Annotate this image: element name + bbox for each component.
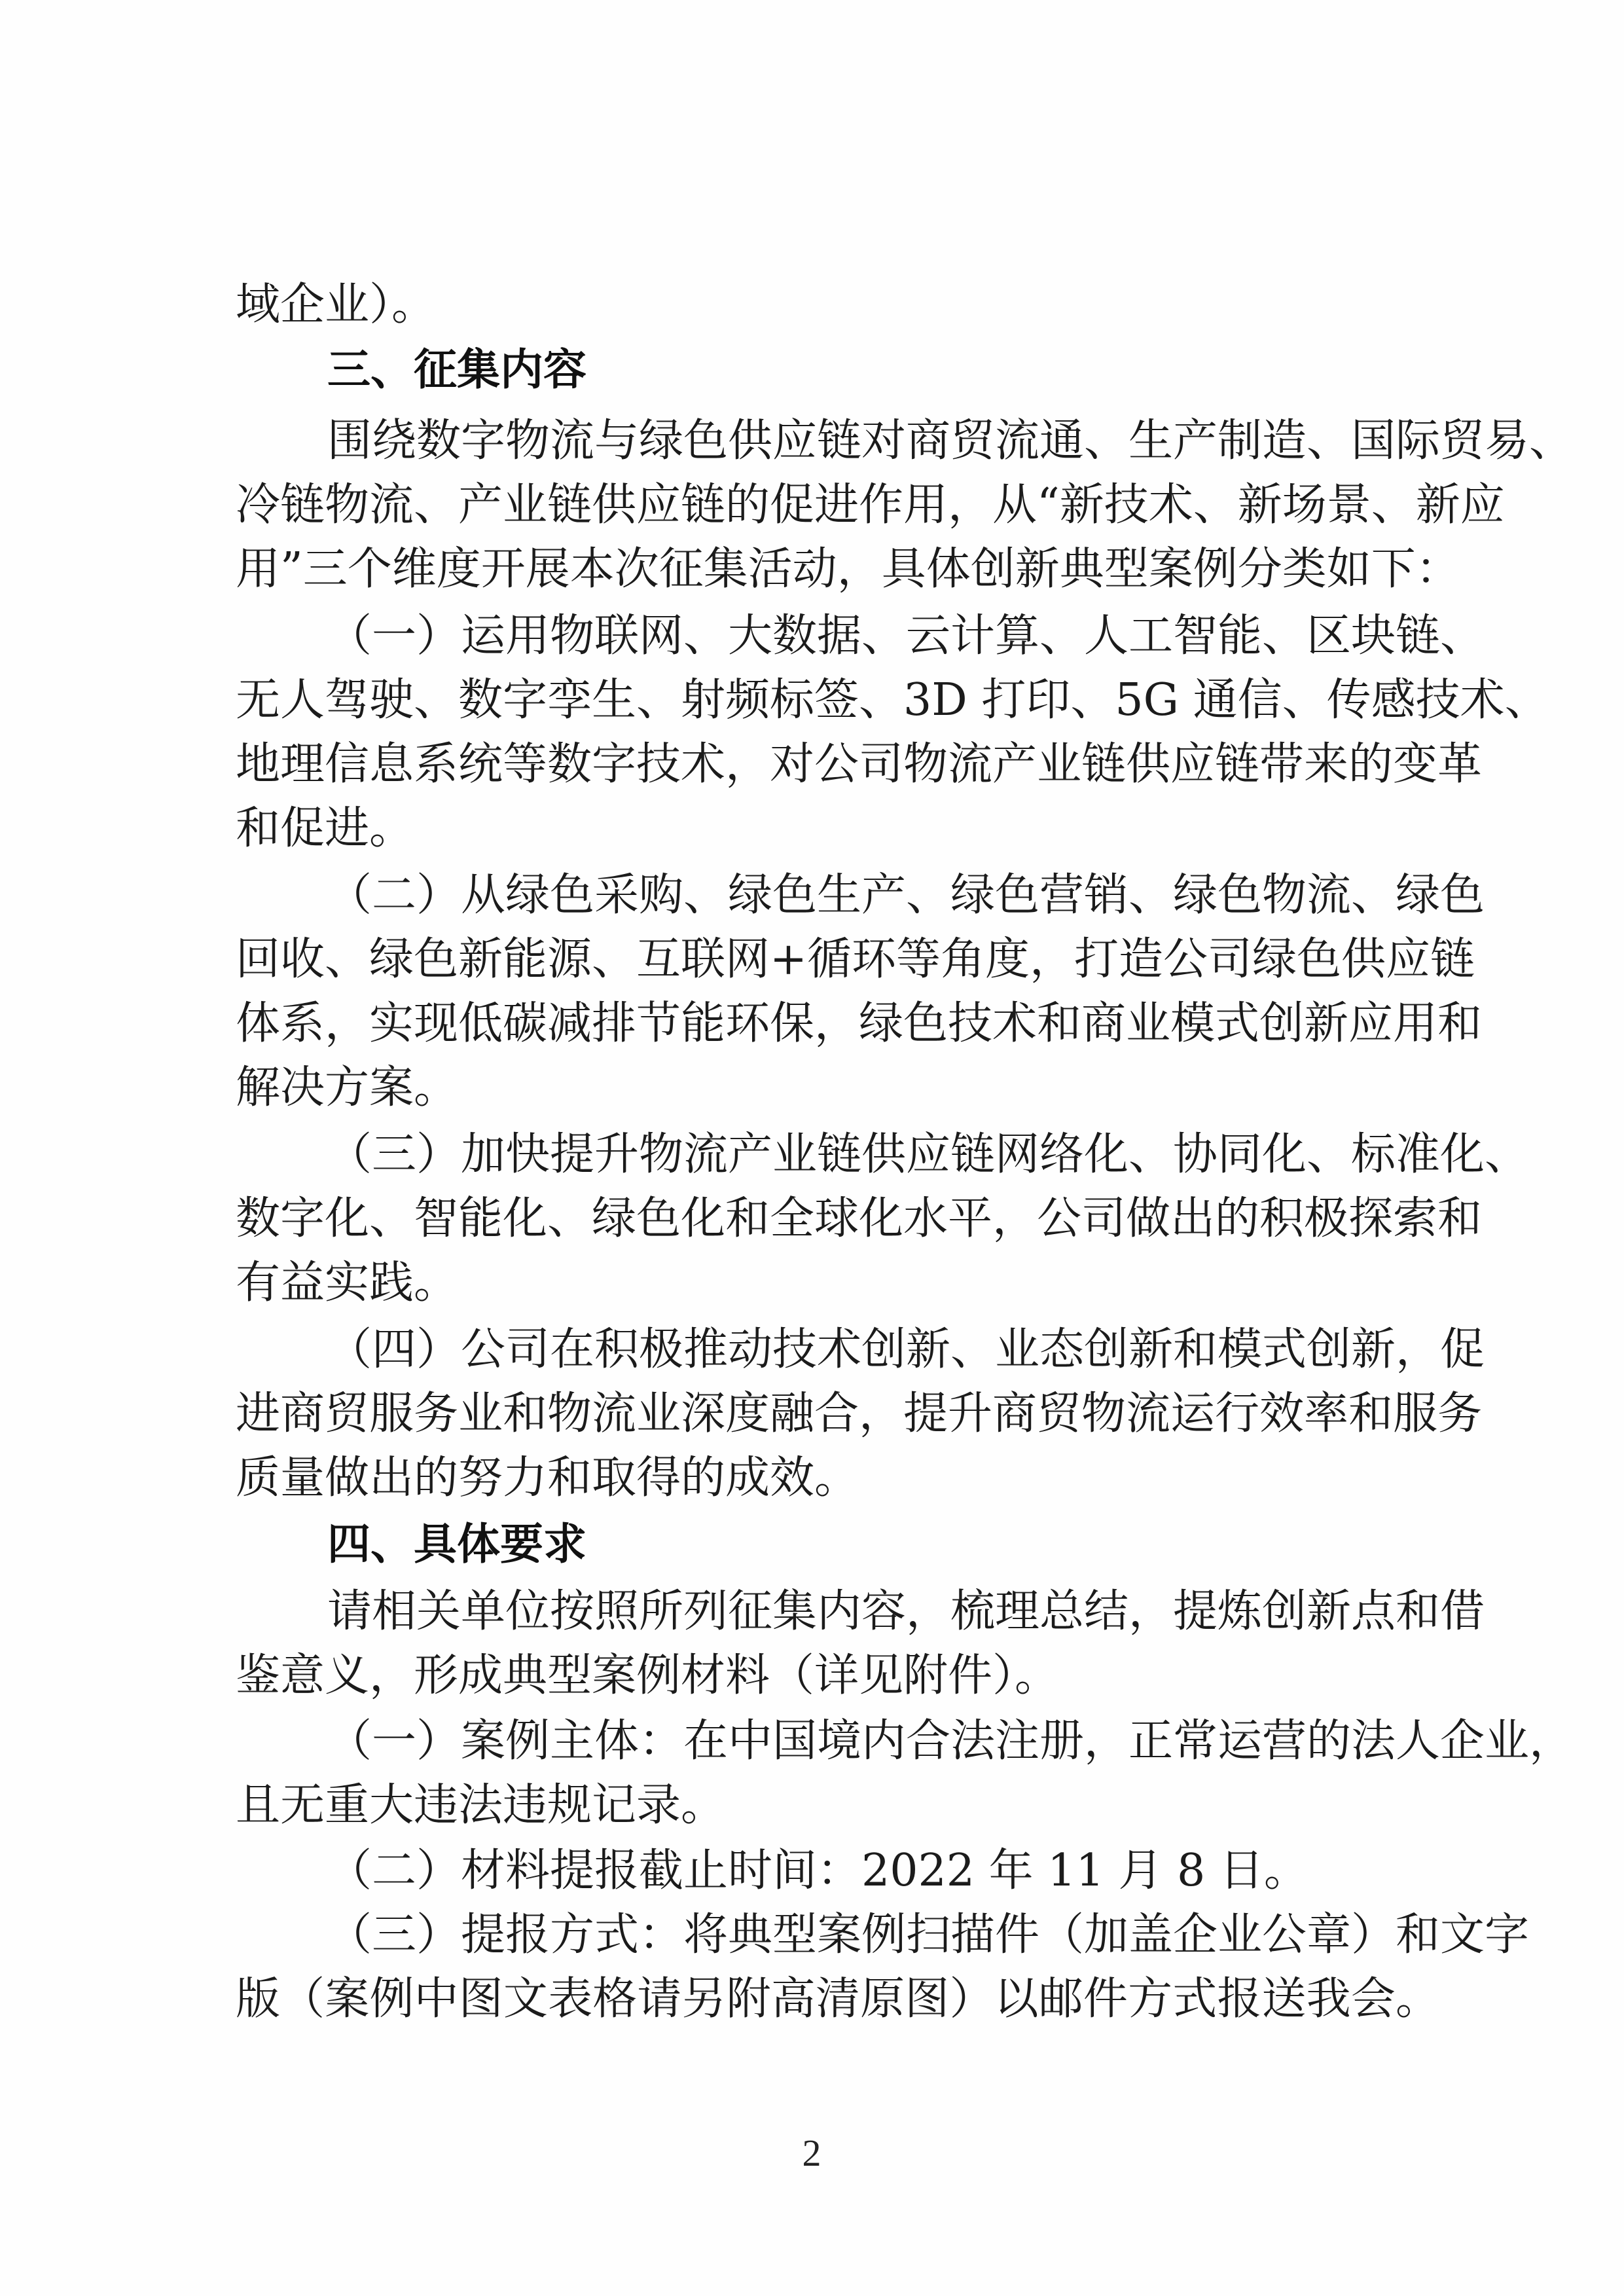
body-text-line: 域企业）。 <box>236 279 437 331</box>
body-text-line: （四）公司在积极推动技术创新、业态创新和模式创新，促 <box>327 1324 1485 1376</box>
section-heading-specific-requirements: 四、具体要求 <box>327 1519 586 1569</box>
body-text-line: 回收、绿色新能源、互联网+循环等角度，打造公司绿色供应链 <box>236 934 1475 985</box>
body-text-line: （三）加快提升物流产业链供应链网络化、协同化、标准化、 <box>327 1129 1530 1180</box>
body-text-line: 有益实践。 <box>236 1257 459 1309</box>
body-text-line: （一）运用物联网、大数据、云计算、人工智能、区块链、 <box>327 610 1485 662</box>
body-text-line: （二）材料提报截止时间：2022 年 11 月 8 日。 <box>327 1845 1308 1897</box>
body-text-line: 进商贸服务业和物流业深度融合，提升商贸物流运行效率和服务 <box>236 1388 1483 1440</box>
body-text-line: （三）提报方式：将典型案例扫描件（加盖企业公章）和文字 <box>327 1909 1530 1961</box>
body-text-line: （一）案例主体：在中国境内合法注册，正常运营的法人企业， <box>327 1715 1574 1767</box>
body-text-line: 和促进。 <box>236 803 414 854</box>
body-text-line: 质量做出的努力和取得的成效。 <box>236 1452 859 1504</box>
body-text-line: 用”三个维度开展本次征集活动，具体创新典型案例分类如下： <box>236 543 1460 595</box>
body-text-line: 版（案例中图文表格请另附高清原图）以邮件方式报送我会。 <box>236 1973 1440 2025</box>
body-text-line: 数字化、智能化、绿色化和全球化水平，公司做出的积极探索和 <box>236 1193 1483 1245</box>
page-number: 2 <box>802 2132 821 2174</box>
body-text-line: 地理信息系统等数字技术，对公司物流产业链供应链带来的变革 <box>236 738 1483 790</box>
body-text-line: （二）从绿色采购、绿色生产、绿色营销、绿色物流、绿色 <box>327 869 1485 921</box>
body-text-line: 冷链物流、产业链供应链的促进作用，从“新技术、新场景、新应 <box>236 479 1505 531</box>
body-text-line: 鉴意义，形成典型案例材料（详见附件）。 <box>236 1650 1060 1702</box>
body-text-line: 且无重大违法违规记录。 <box>236 1779 726 1831</box>
body-text-line: 解决方案。 <box>236 1062 459 1114</box>
body-text-line: 体系，实现低碳减排节能环保，绿色技术和商业模式创新应用和 <box>236 998 1483 1049</box>
body-text-line: 围绕数字物流与绿色供应链对商贸流通、生产制造、国际贸易、 <box>327 415 1574 467</box>
body-text-line: 无人驾驶、数字孪生、射频标签、3D 打印、5G 通信、传感技术、 <box>236 674 1549 726</box>
body-text-line: 请相关单位按照所列征集内容，梳理总结，提炼创新点和借 <box>327 1586 1485 1637</box>
section-heading-collection-content: 三、征集内容 <box>327 344 586 395</box>
